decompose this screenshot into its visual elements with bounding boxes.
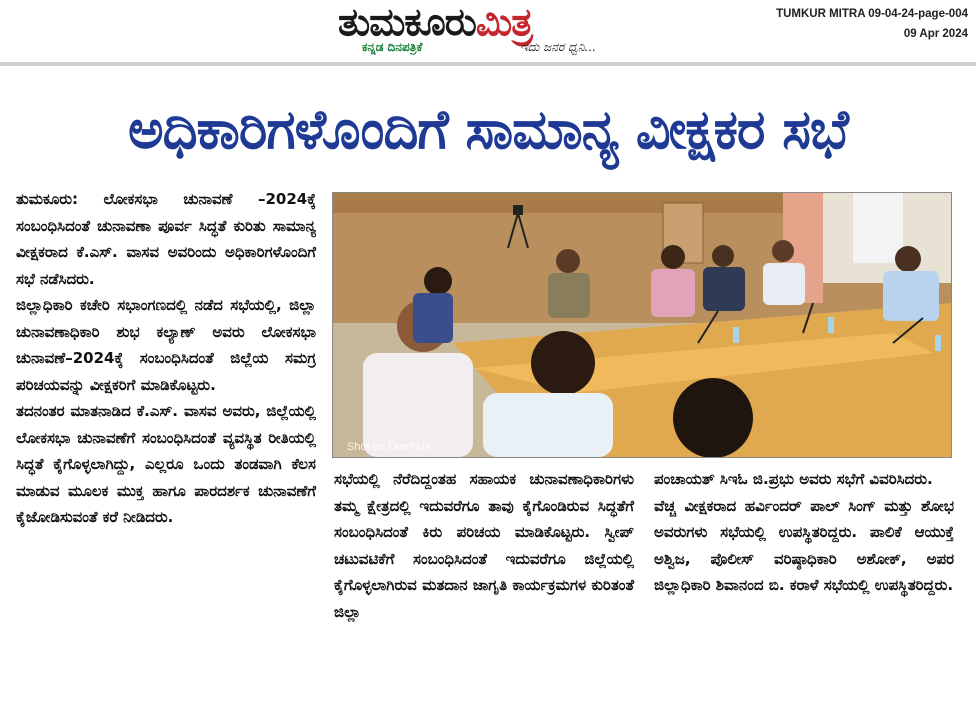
meeting-photo [332, 192, 952, 458]
paragraph: ಸಭೆಯಲ್ಲಿ ನೆರೆದಿದ್ದಂತಹ ಸಹಾಯಕ ಚುನಾವಣಾಧಿಕಾರಿಗಳು ತಮ್ಮ ಕ್ಷೇತ್ರದಲ್ಲಿ ಇದುವರೆಗೂ ತಾವು ಕೈಗೊಂಡಿರುವ ಸಿದ್ಧತೆಗೆ ಸಂಬಂಧಿಸಿದಂತೆ ಕಿರು ಪರಿಚಯ ಮಾಡಿಕೊಟ್ಟರು. ಸ್ವೀಪ್ ಚಟುವಟಿಕೆಗೆ ಸಂಬಂಧಿಸಿದಂತೆ ಇದುವರೆಗೂ ಜಿಲ್ಲೆಯಲ್ಲಿ ಕೈಗೊಳ್ಳಲಾಗಿರುವ ಮತದಾನ ಜಾಗೃತಿ ಕಾರ್ಯಕ್ರಮಗಳ ಕುರಿತಂತೆ ಜಿಲ್ಲಾ [334, 470, 634, 621]
logo-part-2: ಮಿತ್ರ [475, 0, 532, 44]
masthead-divider [0, 62, 976, 66]
meeting-photo-illustration [333, 193, 951, 457]
paragraph: ಜಿಲ್ಲಾಧಿಕಾರಿ ಕಚೇರಿ ಸಭಾಂಗಣದಲ್ಲಿ ನಡೆದ ಸಭೆಯಲ್ಲಿ, ಜಿಲ್ಲಾ ಚುನಾವಣಾಧಿಕಾರಿ ಶುಭ ಕಲ್ಯಾಣ್ ಅವರು ಲೋಕಸಭಾ ಚುನಾವಣೆ–2024ಕ್ಕೆ ಸಂಬಂಧಿಸಿದಂತೆ ಜಿಲ್ಲೆಯ ಸಮಗ್ರ ಪರಿಚಯವನ್ನು ವೀಕ್ಷಕರಿಗೆ ಮಾಡಿಕೊಟ್ಟರು. [16, 296, 316, 394]
article-column-2 [334, 466, 634, 625]
paragraph: ತದನಂತರ ಮಾತನಾಡಿದ ಕೆ.ಎಸ್. ವಾಸವ ಅವರು, ಜಿಲ್ಲೆಯಲ್ಲಿ ಲೋಕಸಭಾ ಚುನಾವಣೆಗೆ ಸಂಬಂಧಿಸಿದಂತೆ ವ್ಯವಸ್ಥಿತ ರೀತಿಯಲ್ಲಿ ಸಿದ್ಧತೆ ಕೈಗೊಳ್ಳಲಾಗಿದ್ದು, ಎಲ್ಲರೂ ಒಂದು ತಂಡವಾಗಿ ಕೆಲಸ ಮಾಡುವ ಮೂಲಕ ಮುಕ್ತ ಹಾಗೂ ಪಾರದರ್ಶಕ ಚುನಾವಣೆಗೆ ಕೈಜೋಡಿಸುವಂತೆ ಕರೆ ನೀಡಿದರು. [16, 402, 316, 526]
article-headline: ಅಧಿಕಾರಿಗಳೊಂದಿಗೆ ಸಾಮಾನ್ಯ ವೀಕ್ಷಕರ ಸಭೆ [128, 98, 848, 161]
page-reference: TUMKUR MITRA 09-04-24-page-004 [776, 8, 968, 20]
article-column-3 [654, 466, 954, 599]
article-column-1 [16, 186, 316, 531]
paragraph: ತುಮಕೂರು: ಲೋಕಸಭಾ ಚುನಾವಣೆ –2024ಕ್ಕೆ ಸಂಬಂಧಿಸಿದಂತೆ ಚುನಾವಣಾ ಪೂರ್ವ ಸಿದ್ಧತೆ ಕುರಿತು ಸಾಮಾನ್ಯ ವೀಕ್ಷಕರಾದ ಕೆ.ಎಸ್. ವಾಸವ ಅವರಿಂದು ಅಧಿಕಾರಿಗಳೊಂದಿಗೆ ಸಭೆ ನಡೆಸಿದರು. [16, 190, 316, 288]
paragraph: ವೆಚ್ಚ ವೀಕ್ಷಕರಾದ ಹರ್ವಿಂದರ್ ಪಾಲ್ ಸಿಂಗ್ ಮತ್ತು ಶೋಭ ಅವರುಗಳು ಸಭೆಯಲ್ಲಿ ಉಪಸ್ಥಿತರಿದ್ದರು. ಪಾಲಿಕೆ ಆಯುಕ್ತೆ ಅಶ್ವಿಜ, ಪೊಲೀಸ್ ವರಿಷ್ಠಾಧಿಕಾರಿ ಅಶೋಕ್, ಅಪರ ಜಿಲ್ಲಾಧಿಕಾರಿ ಶಿವಾನಂದ ಬಿ. ಕರಾಳೆ ಸಭೆಯಲ್ಲಿ ಉಪಸ್ಥಿತರಿದ್ದರು. [654, 496, 954, 594]
masthead-tagline-left: ಕನ್ನಡ ದಿನಪತ್ರಿಕೆ [362, 40, 423, 54]
logo-part-1: ತುಮಕೂರು [338, 0, 476, 44]
paragraph: ಪಂಚಾಯತ್ ಸಿಇಓ ಜಿ.ಪ್ರಭು ಅವರು ಸಭೆಗೆ ವಿವರಿಸಿದರು. [654, 470, 933, 488]
masthead [0, 0, 976, 62]
newspaper-logo [338, 0, 532, 45]
photo-watermark: Shot on OnePlus [347, 441, 431, 453]
masthead-tagline-right: ಇದು ಜನರ ಧ್ವನಿ... [520, 40, 597, 54]
publication-date: 09 Apr 2024 [903, 28, 968, 40]
